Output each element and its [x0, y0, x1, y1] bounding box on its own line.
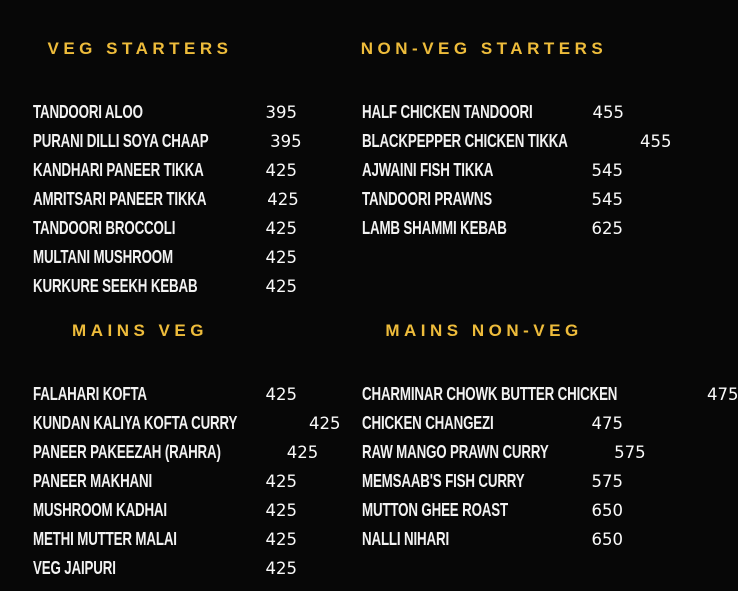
item-price: 395 — [270, 132, 302, 151]
item-price: 455 — [640, 132, 672, 151]
item-price: 475 — [591, 414, 623, 433]
item-name: AJWAINI FISH TIKKA — [362, 160, 494, 180]
item-name: KUNDAN KALIYA KOFTA CURRY — [33, 413, 238, 433]
item-list — [0, 384, 341, 588]
menu-item-row — [362, 414, 623, 443]
item-price: 425 — [265, 530, 297, 549]
item-list — [325, 384, 738, 559]
section-mains-veg — [0, 321, 341, 588]
item-price: 425 — [309, 414, 341, 433]
item-list — [325, 102, 672, 248]
section-title-mains-veg: MAINS VEG — [72, 321, 208, 340]
menu-item-row — [33, 472, 297, 501]
item-price: 425 — [265, 277, 297, 296]
item-name: VEG JAIPURI — [33, 558, 116, 578]
menu-item-row — [33, 103, 297, 132]
item-name: CHARMINAR CHOWK BUTTER CHICKEN — [362, 384, 618, 404]
item-price: 425 — [265, 219, 297, 238]
item-name: PURANI DILLI SOYA CHAAP — [33, 131, 209, 151]
menu-item-row — [362, 530, 623, 559]
item-price: 425 — [265, 385, 297, 404]
menu-item-row — [362, 190, 623, 219]
item-price: 545 — [591, 190, 623, 209]
menu-item-row — [362, 384, 738, 414]
item-name: MULTANI MUSHROOM — [33, 247, 173, 267]
menu-item-row — [362, 161, 623, 190]
menu-item-row — [362, 472, 623, 501]
item-name: FALAHARI KOFTA — [33, 384, 147, 404]
menu-item-row — [362, 501, 623, 530]
item-name: PANEER PAKEEZAH (RAHRA) — [33, 442, 221, 462]
item-name: KANDHARI PANEER TIKKA — [33, 160, 204, 180]
item-price: 575 — [591, 472, 623, 491]
menu-item-row — [33, 190, 297, 219]
item-price: 455 — [592, 103, 624, 122]
menu-item-row — [33, 131, 302, 161]
menu-item-row — [33, 161, 297, 190]
item-name: MUTTON GHEE ROAST — [362, 500, 508, 520]
menu-item-row — [33, 248, 297, 277]
item-price: 650 — [591, 501, 623, 520]
menu-item-row — [33, 385, 297, 414]
section-mains-non-veg — [325, 321, 738, 559]
menu-item-row — [33, 530, 297, 559]
item-price: 425 — [286, 443, 319, 462]
menu-item-row — [33, 442, 319, 472]
item-price: 425 — [265, 161, 297, 180]
menu-item-row — [33, 501, 297, 530]
item-price: 425 — [265, 472, 297, 491]
item-list — [0, 103, 325, 306]
item-name: TANDOORI BROCCOLI — [33, 218, 176, 238]
item-name: RAW MANGO PRAWN CURRY — [362, 442, 549, 462]
item-name: AMRITSARI PANEER TIKKA — [33, 189, 207, 209]
item-price: 475 — [706, 385, 738, 404]
item-price: 575 — [614, 443, 646, 462]
item-name: CHICKEN CHANGEZI — [362, 413, 494, 433]
menu-item-row — [33, 559, 297, 588]
item-name: METHI MUTTER MALAI — [33, 529, 177, 549]
section-title-mains-non-veg: MAINS NON-VEG — [385, 321, 583, 340]
menu-item-row — [33, 413, 341, 443]
menu-item-row — [362, 103, 623, 132]
item-name: LAMB SHAMMI KEBAB — [362, 218, 507, 238]
menu-item-row — [33, 277, 297, 306]
section-title-non-veg-starters: NON-VEG STARTERS — [360, 39, 608, 58]
item-name: BLACKPEPPER CHICKEN TIKKA — [362, 131, 568, 151]
item-name: MUSHROOM KADHAI — [33, 500, 167, 520]
menu-item-row — [362, 219, 623, 248]
item-price: 545 — [591, 161, 623, 180]
section-veg-starters — [0, 40, 325, 306]
section-non-veg-starters — [325, 39, 672, 248]
item-name: PANEER MAKHANI — [33, 471, 153, 491]
section-title-veg-starters: VEG STARTERS — [47, 39, 233, 58]
item-price: 425 — [267, 190, 299, 209]
menu-item-row — [362, 131, 672, 161]
item-price: 425 — [265, 559, 297, 578]
item-name: NALLI NIHARI — [362, 529, 450, 549]
item-name: TANDOORI ALOO — [33, 102, 143, 122]
item-name: TANDOORI PRAWNS — [362, 189, 492, 209]
item-name: HALF CHICKEN TANDOORI — [362, 102, 533, 122]
item-name: MEMSAAB'S FISH CURRY — [362, 471, 525, 491]
item-price: 625 — [591, 219, 623, 238]
item-price: 650 — [591, 530, 623, 549]
item-price: 425 — [265, 501, 297, 520]
item-price: 425 — [265, 248, 297, 267]
item-name: KURKURE SEEKH KEBAB — [33, 276, 198, 296]
menu-item-row — [33, 219, 297, 248]
item-price: 395 — [265, 103, 297, 122]
menu-item-row — [362, 442, 646, 472]
